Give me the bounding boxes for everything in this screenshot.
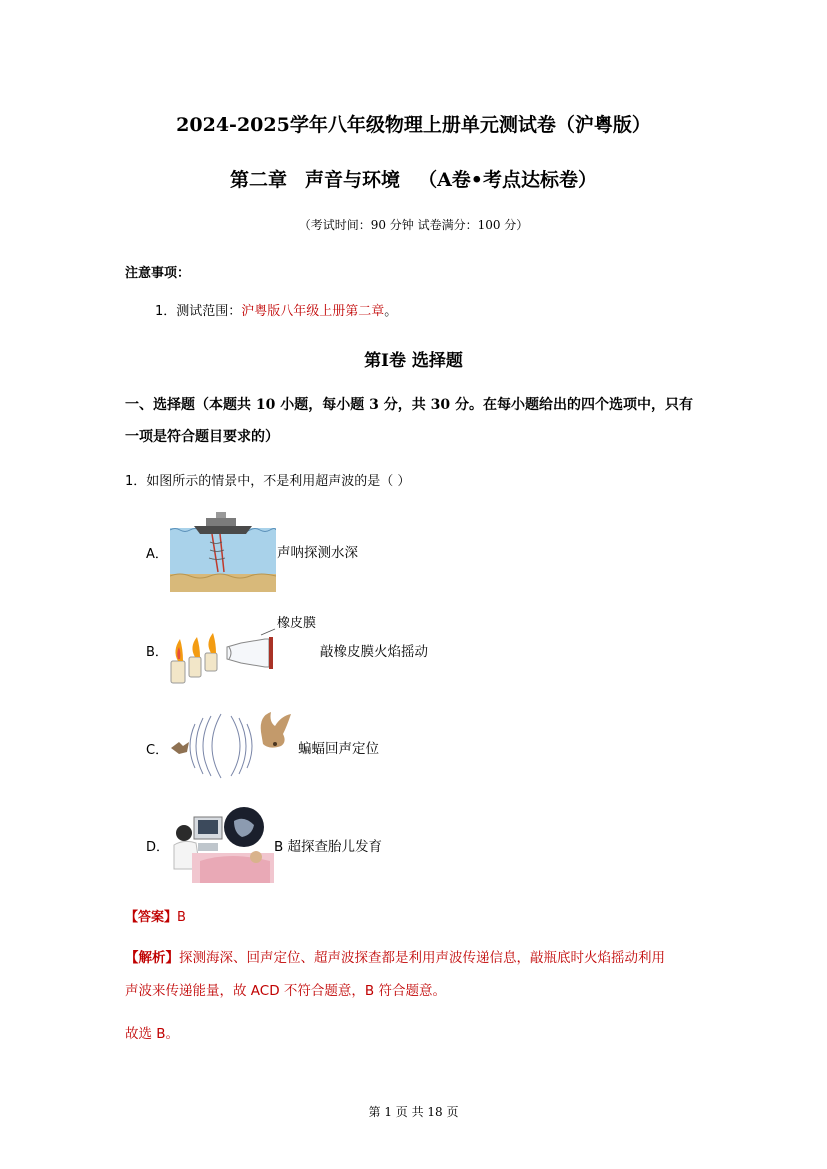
- analysis-tag: 【解析】: [125, 950, 179, 966]
- option-a-text: 声呐探测水深: [277, 545, 358, 561]
- analysis-line1: [125, 942, 715, 975]
- bat-echolocation-figure: [165, 710, 295, 782]
- notice-heading: 注意事项：: [125, 266, 191, 281]
- answer-tag: 【答案】: [125, 910, 178, 925]
- chapter-name: 声音与环境: [305, 169, 401, 191]
- notice-item-prefix: 1．测试范围：: [155, 304, 242, 319]
- chapter-number: 第二章: [230, 169, 288, 191]
- part-instructions-line2: 一项是符合题目要求的）: [125, 429, 279, 445]
- exam-info: （考试时间：90 分钟 试卷满分：100 分）: [298, 218, 529, 232]
- page-footer: 第 1 页 共 18 页: [368, 1105, 459, 1119]
- ultrasound-scan-figure: [170, 805, 274, 883]
- notice-item: [155, 300, 397, 319]
- page-title: 2024-2025学年八年级物理上册单元测试卷（沪粤版）: [176, 114, 651, 136]
- question-stem: 1．如图所示的情景中，不是利用超声波的是（ ）: [125, 474, 411, 489]
- section-title: 第Ⅰ卷 选择题: [364, 351, 463, 371]
- answer-value: B: [177, 910, 186, 925]
- option-d-label: D．: [146, 840, 170, 855]
- notice-item-end: 。: [384, 304, 398, 319]
- analysis-text-1: 探测海深、回声定位、超声波探查都是利用声波传递信息，敲瓶底时火焰摇动利用: [179, 950, 665, 966]
- conclusion: 故选 B。: [125, 1026, 180, 1042]
- part-instructions-line1: 一、选择题（本题共 10 小题，每小题 3 分，共 30 分。在每小题给出的四个选项中，只有: [125, 397, 693, 413]
- analysis-line2: 声波来传递能量，故 ACD 不符合题意，B 符合题意。: [125, 983, 446, 999]
- candles-bottle-figure: [165, 625, 280, 685]
- chapter-title: [0, 165, 827, 192]
- sonar-ship-figure: [170, 510, 276, 592]
- option-b-text: 敲橡皮膜火焰摇动: [320, 644, 428, 660]
- rubber-membrane-label: 橡皮膜: [277, 616, 317, 631]
- option-d-text: B 超探查胎儿发育: [274, 839, 383, 855]
- option-b-label: B．: [146, 645, 168, 660]
- answer-line: [125, 906, 186, 925]
- volume-label: （A卷•考点达标卷）: [418, 169, 597, 191]
- option-c-text: 蝙蝠回声定位: [298, 741, 379, 757]
- option-a-label: A．: [146, 547, 168, 562]
- notice-item-scope: 沪粤版八年级上册第二章: [241, 304, 385, 319]
- option-c-label: C．: [146, 743, 169, 758]
